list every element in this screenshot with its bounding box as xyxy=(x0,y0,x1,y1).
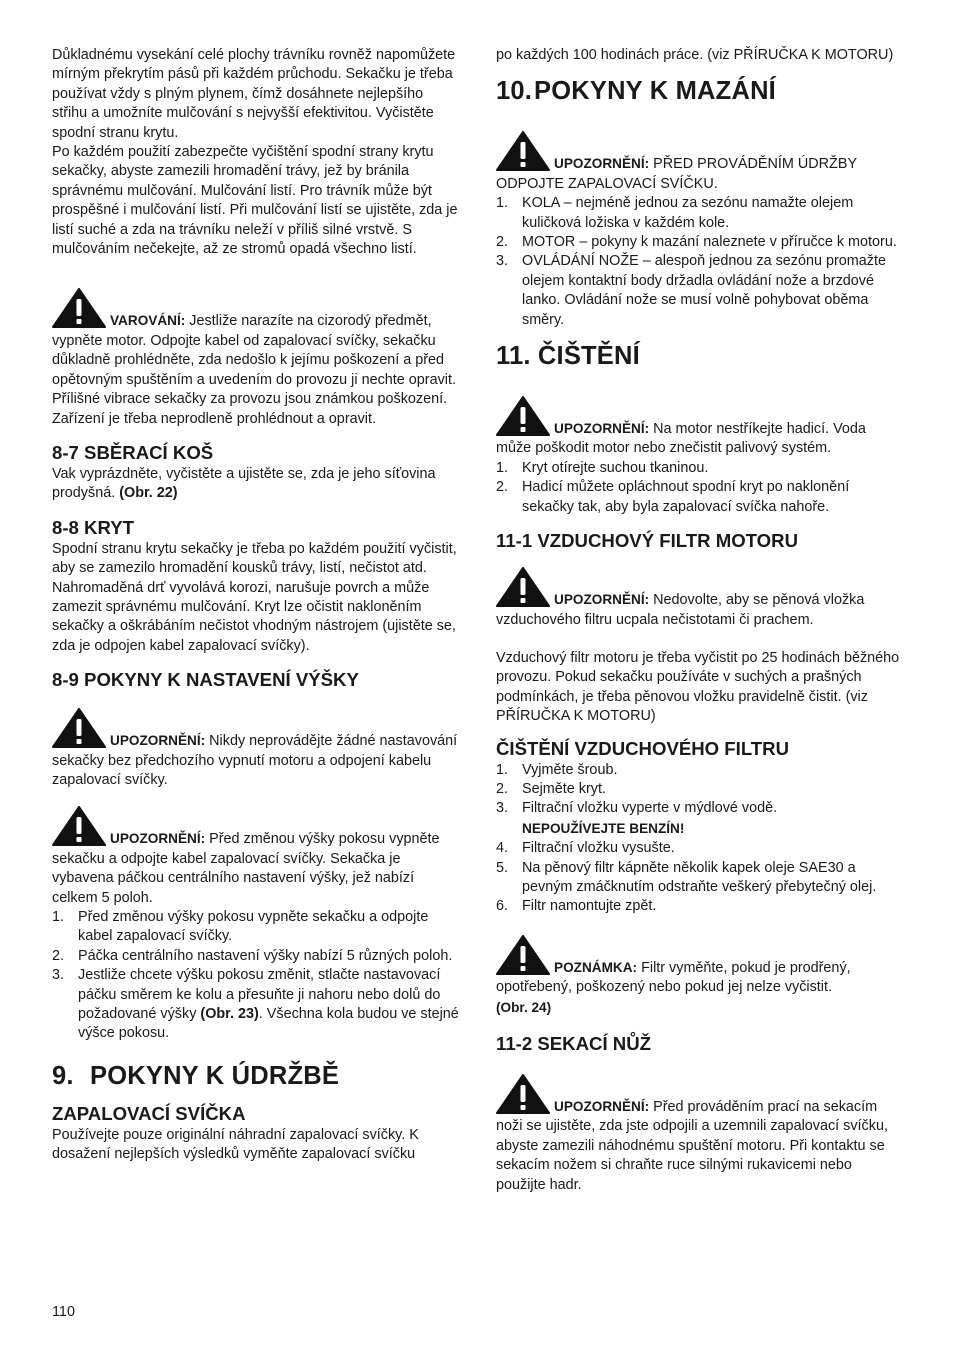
list-text: Hadicí můžete opláchnout spodní kryt po naklonění sekačky tak, aby byla zapalovací svíčka nahoře. xyxy=(522,479,850,515)
list-number: 2. xyxy=(496,234,509,251)
section-8-9-title: 8-9 POKYNY K NASTAVENÍ VÝŠKY xyxy=(52,669,359,691)
spark-plug-continued: po každých 100 hodinách práce. (viz PŘÍRUČKA K MOTORU) xyxy=(496,47,894,63)
caution-blade xyxy=(496,1074,904,1195)
warning-triangle-icon xyxy=(496,567,550,607)
list-text-tail: . Všechna kola budou ve stejné výšce pokosu. xyxy=(78,1006,459,1042)
list-text: Filtrační vložku vyperte v mýdlové vodě. xyxy=(522,800,778,817)
list-number: 2. xyxy=(496,479,509,496)
warning-triangle-icon xyxy=(496,1074,550,1114)
section-8-7-title: 8-7 SBĚRACÍ KOŠ xyxy=(52,441,214,463)
list-number: 1. xyxy=(52,909,65,925)
list-number: 1. xyxy=(496,195,509,212)
list-item xyxy=(496,233,904,252)
list-text: Před změnou výšky pokosu vypněte sekačku a odpojte kabel zapalovací svíčky. xyxy=(78,909,429,945)
page-number: 110 xyxy=(52,1304,75,1320)
list-text: Kryt otírejte suchou tkaninou. xyxy=(522,459,709,476)
list-item xyxy=(496,799,904,839)
left-column xyxy=(52,46,460,1165)
list-item xyxy=(496,478,904,517)
warning-triangle-icon xyxy=(52,288,106,328)
list-text: Vyjměte šroub. xyxy=(522,761,618,778)
section-8-8-text: Spodní stranu krytu sekačky je třeba po každém použití vyčistit, aby se zamezilo hromadění kousků trávy, listí, nečistot atd. Nahromaděná drť vyvolává korozi, narušuje povrch a může zamezit správnému mulčování. Kryt lze očistit nakloněním sekačky a oškrábáním nečistot vhodným nástrojem (ujistěte se, zda je odpojen kabel zapalovací svíčky). xyxy=(52,540,457,654)
list-item xyxy=(496,194,904,233)
caution-height-change xyxy=(52,806,460,908)
list-text: OVLÁDÁNÍ NOŽE – alespoň jednou za sezónu promažte olejem kontaktní body držadla ovládání nože a brzdové lanko. Ovládání nože se musí volně pohybovat oběma směry. xyxy=(522,253,886,328)
list-text: KOLA – nejméně jednou za sezónu namažte olejem kuličková ložiska v každém kole. xyxy=(522,195,854,231)
caution-text: PŘED PROVÁDĚNÍM ÚDRŽBY ODPOJTE ZAPALOVACÍ SVÍČKU. xyxy=(496,156,857,192)
list-number: 3. xyxy=(52,967,65,984)
list-number: 2. xyxy=(52,947,65,964)
caution-text: Na motor nestříkejte hadicí. Voda může poškodit motor nebo znečistit palivový systém. xyxy=(496,421,866,457)
list-number: 1. xyxy=(496,459,509,476)
warning-triangle-icon xyxy=(52,806,106,846)
intro-paragraph-1: Důkladnému vysekání celé plochy trávníku rovněž napomůžete mírným překrytím pásů při každém průchodu. Sekačku je třeba používat vždy s plným plynem, čímž dosáhnete nejlepšího střihu a umožníte mulčování s nejvyšší efektivitou. Vyčistěte spodní stranu krytu. xyxy=(52,47,456,141)
list-text: Na pěnový filtr kápněte několik kapek oleje SAE30 a pevným zmáčknutím odstraňte veškerý přebytečný olej. xyxy=(522,859,877,895)
list-item xyxy=(52,947,460,966)
warning-triangle-icon xyxy=(496,396,550,436)
spark-plug-text: Používejte pouze originální náhradní zapalovací svíčky. K dosažení nejlepších výsledků vyměňte zapalovací svíčku xyxy=(52,1126,419,1163)
warning-triangle-icon xyxy=(52,708,106,748)
caution-foam-filter xyxy=(496,567,904,630)
section-title-text: POKYNY K ÚDRŽBĚ xyxy=(90,1061,340,1090)
list-item xyxy=(496,252,904,330)
list-number: 3. xyxy=(496,253,509,270)
warning-triangle-icon xyxy=(496,131,550,171)
caution-label: UPOZORNĚNÍ: xyxy=(110,831,206,847)
list-number: 1. xyxy=(496,761,509,778)
caution-hose xyxy=(496,396,904,459)
caution-label: UPOZORNĚNÍ: xyxy=(110,733,206,749)
list-text: Jestliže chcete výšku pokosu změnit, stlačte nastavovací páčku směrem ke kolu a přesuňte ji nahoru nebo dolů do požadované výšky xyxy=(78,967,441,1023)
list-number: 5. xyxy=(496,859,509,876)
list-item xyxy=(496,839,904,858)
list-item xyxy=(496,761,904,780)
section-number: 10. xyxy=(496,77,533,106)
list-text: MOTOR – pokyny k mazání naleznete v příručce k motoru. xyxy=(522,234,897,251)
warning-text: Jestliže narazíte na cizorodý předmět, vypněte motor. Odpojte kabel od zapalovací svíčky, sekačku důkladně prohlédněte, zda nedošlo k jejímu poškození a před opětovným spuštěním a uvedením do provozu ji nechte opravit. Přílišné vibrace sekačky za provozu jsou známkou poškození. Zařízení je třeba neprodleně prohlédnout a opravit. xyxy=(52,313,456,427)
list-text: Filtr namontujte zpět. xyxy=(522,898,657,915)
section-number: 9. xyxy=(52,1061,74,1090)
caution-text: Před prováděním prací na sekacím noži se ujistěte, zda jste odpojili a uzemnili zapalovací svíčku, abyste zamezili náhodnému spuštění motoru. Při kontaktu se sekacím nožem si chraňte ruce silnými rukavicemi nebo použijte hadr. xyxy=(496,1099,888,1193)
caution-text: Nikdy neprovádějte žádné nastavování sekačky bez předchozího vypnutí motoru a odpojení kabelu zapalovací svíčky. xyxy=(52,733,458,788)
list-text: Páčka centrálního nastavení výšky nabízí 5 různých poloh. xyxy=(78,947,453,964)
list-number: 4. xyxy=(496,840,509,857)
note-text: Filtr vyměňte, pokud je prodřený, opotřebený, poškozený nebo pokud jej nelze vyčistit. xyxy=(496,959,851,996)
warning-label: VAROVÁNÍ: xyxy=(110,313,186,329)
section-title-text: POKYNY K MAZÁNÍ xyxy=(534,77,776,106)
list-text: Sejměte kryt. xyxy=(522,780,606,797)
section-9-title xyxy=(52,1060,460,1092)
list-item xyxy=(496,859,904,898)
section-11-1-title: 11-1 VZDUCHOVÝ FILTR MOTORU xyxy=(496,530,799,552)
height-steps-list xyxy=(52,908,460,1044)
list-text: Filtrační vložku vysušte. xyxy=(522,840,675,857)
caution-adjustment xyxy=(52,708,460,790)
intro-paragraph-2: Po každém použití zabezpečte vyčištění spodní strany krytu sekačky, abyste zamezili hromadění trávy, jež by bránila správnému mulčování. Mulčování listí. Pro trávník může být prospěšné i mulčování listí. Při mulčování listí se ujistěte, zda je listí suché a zda na trávníku neleží v příliš silné vrstvě. S mulčováním nečekejte, až ze stromů opadá všechno listí. xyxy=(52,144,458,258)
spark-plug-title: ZAPALOVACÍ SVÍČKA xyxy=(52,1102,246,1124)
caution-text: Nedovolte, aby se pěnová vložka vzduchového filtru ucpala nečistotami či prachem. xyxy=(496,592,865,628)
section-8-7-text xyxy=(52,465,460,504)
list-item xyxy=(496,897,904,916)
filter-steps-list xyxy=(496,761,904,917)
caution-label: UPOZORNĚNÍ: xyxy=(554,421,650,437)
lube-steps-list xyxy=(496,194,904,330)
clean-steps-list xyxy=(496,459,904,517)
figure-ref-24: (Obr. 24) xyxy=(496,999,552,1015)
section-11-2-title: 11-2 SEKACÍ NŮŽ xyxy=(496,1033,651,1054)
warning-varovani xyxy=(52,288,460,428)
list-item xyxy=(52,908,460,947)
caution-maintenance xyxy=(496,131,904,194)
caution-text: Před změnou výšky pokosu vypněte sekačku a odpojte kabel zapalovací svíčky. Sekačka je vybavena páčkou centrálního nastavení výšky, jež nabízí celkem 5 poloh. xyxy=(52,831,440,906)
list-number: 6. xyxy=(496,898,509,915)
section-8-8-title: 8-8 KRYT xyxy=(52,516,134,538)
list-item xyxy=(52,966,460,1044)
caution-label: UPOZORNĚNÍ: xyxy=(554,592,650,608)
no-petrol-warning: NEPOUŽÍVEJTE BENZÍN! xyxy=(522,820,685,836)
right-column xyxy=(496,46,904,1195)
section-8-7-body: Vak vyprázdněte, vyčistěte a ujistěte se, zda je jeho síťovina prodyšná. xyxy=(52,465,436,502)
caution-label: UPOZORNĚNÍ: xyxy=(554,156,650,172)
section-11-title: 11. ČIŠTĚNÍ xyxy=(496,342,640,371)
list-item xyxy=(496,780,904,799)
note-replace-filter xyxy=(496,935,904,1018)
caution-label: UPOZORNĚNÍ: xyxy=(554,1099,650,1114)
section-10-title xyxy=(496,75,904,107)
list-number: 2. xyxy=(496,780,509,797)
air-filter-text: Vzduchový filtr motoru je třeba vyčistit po 25 hodinách běžného provozu. Pokud sekačku používáte v suchých a prašných podmínkách, je třeba pěnovou vložku pravidelně čistit. (viz PŘÍRUČKA K MOTORU) xyxy=(496,649,900,725)
note-label: POZNÁMKA: xyxy=(554,959,638,975)
filter-cleaning-title: ČIŠTĚNÍ VZDUCHOVÉHO FILTRU xyxy=(496,737,790,759)
figure-ref-23: (Obr. 23) xyxy=(200,1006,259,1023)
list-item xyxy=(496,459,904,478)
figure-ref-22: (Obr. 22) xyxy=(119,485,178,502)
warning-triangle-icon xyxy=(496,935,550,975)
list-number: 3. xyxy=(496,800,509,817)
